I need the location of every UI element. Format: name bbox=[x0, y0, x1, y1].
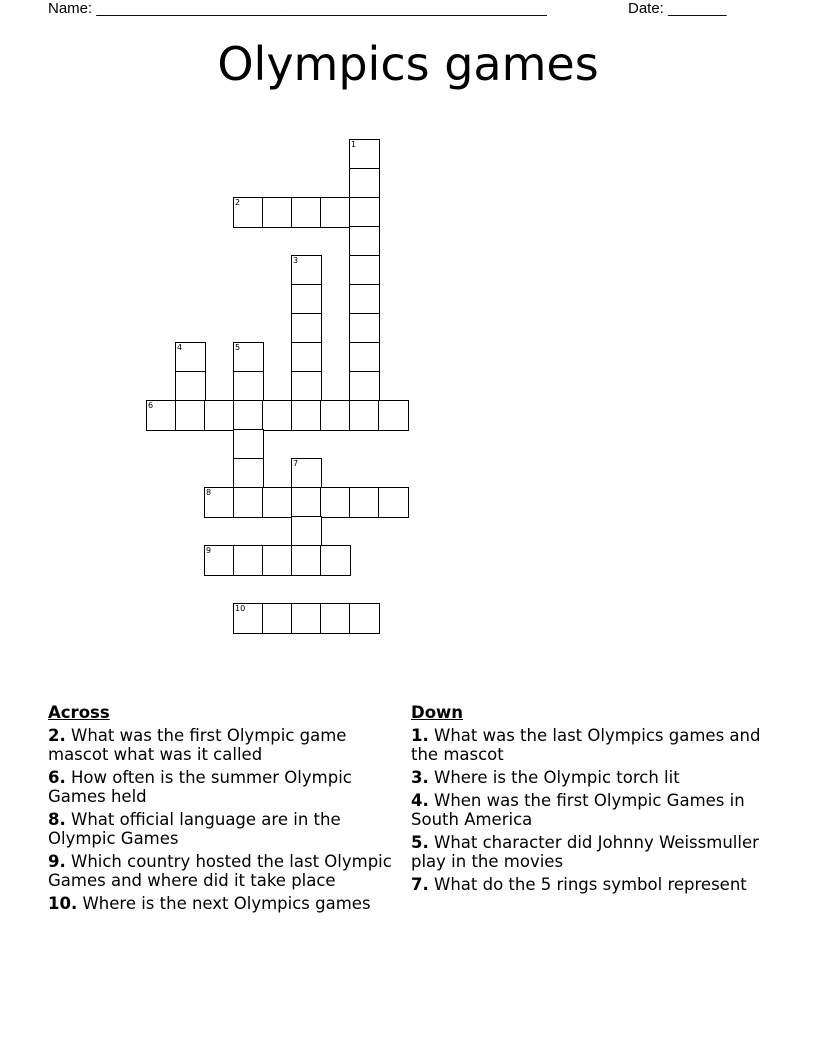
grid-cell[interactable] bbox=[233, 429, 264, 460]
grid-cell[interactable] bbox=[349, 226, 380, 257]
grid-cell[interactable] bbox=[320, 603, 351, 634]
grid-cell[interactable] bbox=[320, 197, 351, 228]
grid-cell[interactable] bbox=[349, 139, 380, 170]
clue-number: 6 bbox=[148, 401, 154, 410]
grid-cell[interactable] bbox=[291, 516, 322, 547]
grid-cell[interactable] bbox=[233, 400, 264, 431]
grid-cell[interactable] bbox=[378, 487, 409, 518]
grid-cell[interactable] bbox=[262, 197, 293, 228]
name-field: Name: ______________________________________________________ bbox=[48, 0, 547, 17]
grid-cell[interactable] bbox=[233, 603, 264, 634]
grid-cell[interactable] bbox=[204, 487, 235, 518]
grid-cell[interactable] bbox=[262, 487, 293, 518]
down-clue: 3. Where is the Olympic torch lit bbox=[411, 768, 680, 787]
grid-cell[interactable] bbox=[204, 545, 235, 576]
grid-cell[interactable] bbox=[291, 487, 322, 518]
grid-cell[interactable] bbox=[291, 284, 322, 315]
grid-cell[interactable] bbox=[262, 400, 293, 431]
grid-cell[interactable] bbox=[291, 342, 322, 373]
grid-cell[interactable] bbox=[349, 603, 380, 634]
clue-number: 9 bbox=[206, 546, 212, 555]
down-clue: 5. What character did Johnny Weissmuller play in the movies bbox=[411, 833, 759, 871]
clue-number: 2 bbox=[235, 198, 241, 207]
down-clue: 4. When was the first Olympic Games in South America bbox=[411, 791, 745, 829]
clue-number: 5 bbox=[235, 343, 241, 352]
grid-cell[interactable] bbox=[349, 284, 380, 315]
clue-number: 4 bbox=[177, 343, 183, 352]
down-clue: 7. What do the 5 rings symbol represent bbox=[411, 875, 747, 894]
grid-cell[interactable] bbox=[291, 255, 322, 286]
clue-number: 3 bbox=[293, 256, 299, 265]
across-clue: 6. How often is the summer Olympic Games held bbox=[48, 768, 352, 806]
grid-cell[interactable] bbox=[233, 545, 264, 576]
clue-number: 8 bbox=[206, 488, 212, 497]
grid-cell[interactable] bbox=[262, 545, 293, 576]
grid-cell[interactable] bbox=[320, 487, 351, 518]
grid-cell[interactable] bbox=[349, 255, 380, 286]
grid-cell[interactable] bbox=[233, 371, 264, 402]
across-clue: 8. What official language are in the Olympic Games bbox=[48, 810, 341, 848]
grid-cell[interactable] bbox=[320, 400, 351, 431]
across-clue: 10. Where is the next Olympics games bbox=[48, 894, 371, 913]
across-heading: Across bbox=[48, 703, 110, 722]
grid-cell[interactable] bbox=[349, 168, 380, 199]
clue-number: 10 bbox=[235, 604, 246, 613]
grid-cell[interactable] bbox=[233, 197, 264, 228]
clue-number: 1 bbox=[351, 140, 357, 149]
grid-cell[interactable] bbox=[175, 371, 206, 402]
grid-cell[interactable] bbox=[320, 545, 351, 576]
down-heading: Down bbox=[411, 703, 464, 722]
clue-number: 7 bbox=[293, 459, 299, 468]
grid-cell[interactable] bbox=[233, 342, 264, 373]
grid-cell[interactable] bbox=[175, 400, 206, 431]
grid-cell[interactable] bbox=[291, 458, 322, 489]
grid-cell[interactable] bbox=[349, 197, 380, 228]
grid-cell[interactable] bbox=[349, 400, 380, 431]
across-clue: 2. What was the first Olympic game mascot what was it called bbox=[48, 726, 347, 764]
grid-cell[interactable] bbox=[378, 400, 409, 431]
grid-cell[interactable] bbox=[349, 342, 380, 373]
grid-cell[interactable] bbox=[233, 487, 264, 518]
grid-cell[interactable] bbox=[175, 342, 206, 373]
across-clue: 9. Which country hosted the last Olympic Games and where did it take place bbox=[48, 852, 392, 890]
down-clue: 1. What was the last Olympics games and the mascot bbox=[411, 726, 761, 764]
grid-cell[interactable] bbox=[291, 371, 322, 402]
grid-cell[interactable] bbox=[233, 458, 264, 489]
page-title: Olympics games bbox=[217, 37, 599, 91]
grid-cell[interactable] bbox=[262, 603, 293, 634]
date-field: Date: _______ bbox=[628, 0, 727, 17]
across-clues bbox=[48, 703, 398, 917]
grid-cell[interactable] bbox=[349, 487, 380, 518]
grid-cell[interactable] bbox=[349, 371, 380, 402]
grid-cell[interactable] bbox=[204, 400, 235, 431]
grid-cell[interactable] bbox=[291, 313, 322, 344]
grid-cell[interactable] bbox=[291, 197, 322, 228]
grid-cell[interactable] bbox=[291, 400, 322, 431]
grid-cell[interactable] bbox=[349, 313, 380, 344]
grid-cell[interactable] bbox=[291, 545, 322, 576]
down-clues bbox=[411, 703, 761, 898]
grid-cell[interactable] bbox=[291, 603, 322, 634]
grid-cell[interactable] bbox=[146, 400, 177, 431]
